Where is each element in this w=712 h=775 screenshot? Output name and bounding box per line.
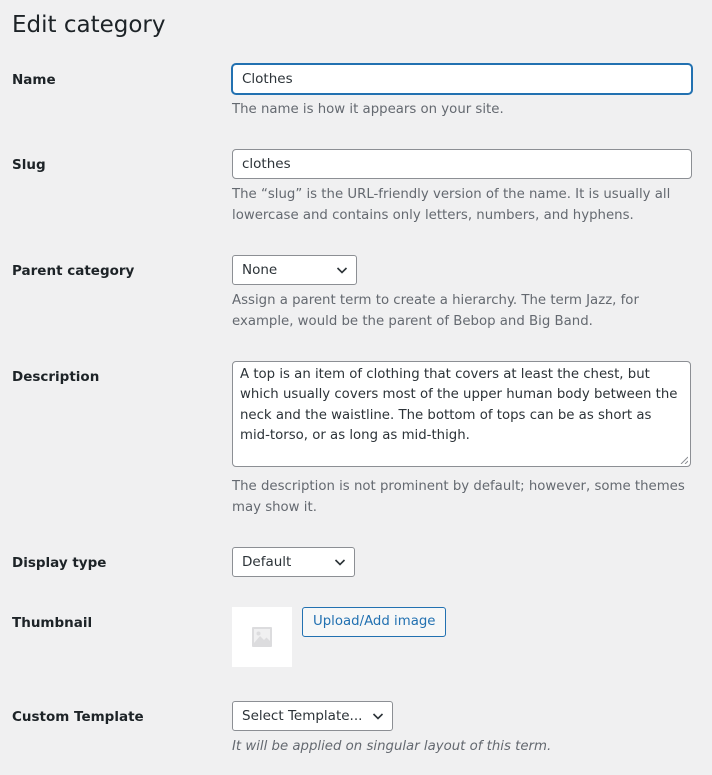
custom-template-label: Custom Template xyxy=(12,709,144,725)
display-type-label: Display type xyxy=(12,555,107,571)
image-placeholder-icon xyxy=(252,627,272,647)
parent-category-description: Assign a parent term to create a hierarchy. The term Jazz, for example, would be the parent of Bebop and Big Band. xyxy=(232,293,639,329)
chevron-down-icon xyxy=(372,711,384,721)
chevron-down-icon xyxy=(334,557,346,567)
parent-category-value: None xyxy=(242,262,278,278)
name-input[interactable] xyxy=(232,64,692,94)
custom-template-select[interactable] xyxy=(232,701,393,731)
display-type-value: Default xyxy=(242,554,292,570)
slug-description: The “slug” is the URL-friendly version of the name. It is usually all lowercase and contains only letters, numbers, and hyphens. xyxy=(232,187,671,223)
parent-category-select[interactable] xyxy=(232,255,357,285)
description-help: The description is not prominent by default; however, some themes may show it. xyxy=(232,479,685,515)
description-text: A top is an item of clothing that covers at least the chest, but which usually covers most of the upper human body between the neck and the waistline. The bottom of tops can be as short as mid-torso, or as long as mid-thigh. xyxy=(240,367,678,443)
slug-input[interactable] xyxy=(232,149,692,179)
thumbnail-preview xyxy=(232,607,292,667)
thumbnail-label: Thumbnail xyxy=(12,615,93,631)
name-label: Name xyxy=(12,72,56,88)
parent-category-label: Parent category xyxy=(12,263,135,279)
slug-label: Slug xyxy=(12,157,46,173)
description-label: Description xyxy=(12,369,100,385)
custom-template-value: Select Template... xyxy=(242,708,363,724)
chevron-down-icon xyxy=(336,265,348,275)
upload-add-image-button[interactable]: Upload/Add image xyxy=(302,607,446,637)
page-title: Edit category xyxy=(12,12,166,38)
resize-grip-icon[interactable] xyxy=(680,456,688,464)
display-type-select[interactable] xyxy=(232,547,355,577)
description-textarea[interactable] xyxy=(232,361,691,467)
custom-template-description: It will be applied on singular layout of this term. xyxy=(232,739,552,754)
name-description: The name is how it appears on your site. xyxy=(232,102,504,117)
